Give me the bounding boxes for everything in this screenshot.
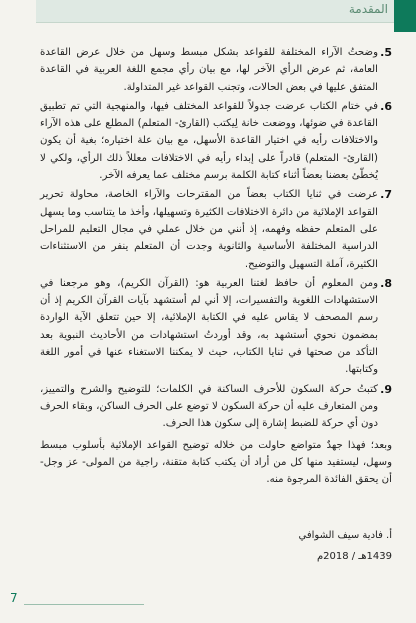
list-item (40, 275, 392, 379)
footer-divider (24, 604, 144, 605)
list-item (40, 186, 392, 272)
list-item (40, 44, 392, 96)
body-text (40, 44, 392, 488)
header-accent-tab (394, 0, 416, 32)
item-number: 8. (380, 276, 392, 290)
closing-paragraph: وبعد؛ فهذا جهدٌ متواضع حاولت من خلاله توضيح القواعد الإملائية بأسلوب مبسط وسهل، ليستفيد منها كل من أراد أن يكتب كتابة متقنة، راجية من المولى- عز وجل- أن يحقق الفائدة المرجوة منه. (40, 439, 392, 486)
item-number: 9. (380, 382, 392, 396)
item-number: 7. (380, 188, 392, 202)
item-text: في ختام الكتاب عرضت جدولاً للقواعد المختلف فيها، والمنهجية التي تم تطبيق القاعدة في ضوئها، ووضعت خانة لِيكتب (القارئ- المتعلم) المطلع على هذه الآراء والاختلافات رأيه في اختيار القاعدة الأسهل، مع بيان علة اختياره؛ بغية أن يكون (القارئ- المتعلم) قادراً على إبداء رأيه في الاختلافات معللاً ذلك الرأي، ولكي لا يُخطّئ بعضنا بعضاً أثناء كتابة الكلمة برسم مختلف عما يعرفه الآخر. (40, 100, 378, 182)
list-item (40, 381, 392, 433)
item-text: وضحتُ الآراء المختلفة للقواعد بشكل مبسط وسهل من خلال عرض القاعدة العامة، ثم عرض الرأي الآخر لها، مع بيان رأي مجمع اللغة العربية في القاعدة المتفق عليها في بعض الحالات، وتجنب القواعد غير المتداولة. (40, 47, 378, 93)
page-number: 7 (10, 591, 18, 605)
item-text: ومن المعلوم أن حافظ لغتنا العربية هو: (القرآن الكريم)، وهو مرجعنا في الاستشهادات اللغوية والتفسيرات، إلا أني لم أستشهد بآيات القرآن الكريم إذ أن رسم المصحف لا يقاس عليه في الكتابة الإملائية، إلا حين تتعلق الآية الواردة بمضمون نحوي أستشهد به، وقد أوردتُ استشهادات من الأحاديث النبوية بعد التأكد من صحتها في ثنايا الكتاب، حيث لا يمكننا الاستغناء عنها في أمور اللغة وكتابتها. (40, 277, 378, 376)
signature-block (40, 530, 392, 562)
page-header (36, 0, 396, 23)
author-name: أ. فادية سيف الشوافي (298, 530, 392, 541)
item-number: 5. (380, 46, 392, 59)
item-number: 6. (380, 99, 392, 113)
item-text: كتبتُ حركة السكون للأحرف الساكنة في الكلمات؛ للتوضيح والشرح والتمييز، ومن المتعارف عليه أن حركة السكون لا توضع على الحرف الساكن، وبقاء الحرف دون أي حركة للضبط إشارة إلى سكون هذا الحرف. (40, 383, 378, 430)
item-text: عرضت في ثنايا الكتاب بعضاً من المقترحات والآراء الخاصة، محاولة تحرير القواعد الإملائية من دائرة الاختلافات الكثيرة وتسهيلها، وأخذ ما يتناسب وما يسهل على المتعلم حفظه وفهمه، إذ أنني من خلال عملي في مجال التعليم للمراحل الدراسية المختلفة الأساسية والثانوية وجدت أن المتعلم ينفر من الاستثناءات الكثيرة، آملة التسهيل والتوضيح. (40, 189, 378, 270)
list-item (40, 98, 392, 184)
chapter-title: المقدمة (348, 2, 388, 16)
author-date: 1439هـ / 2018م (316, 551, 392, 562)
